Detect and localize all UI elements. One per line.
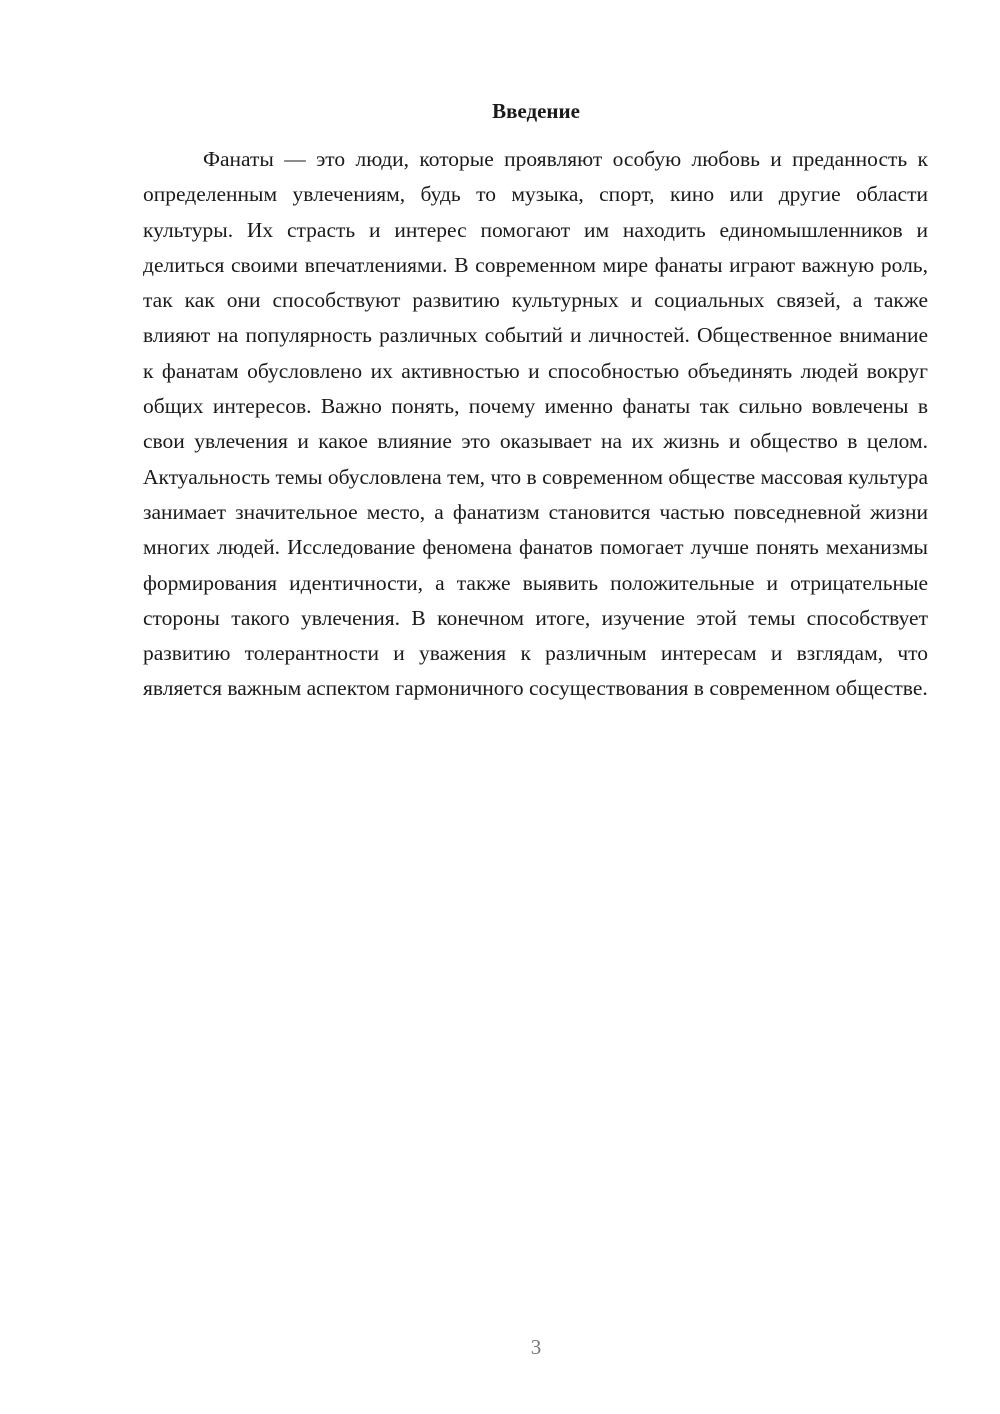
- page-number: 3: [530, 1335, 542, 1359]
- body-paragraph: Фанаты — это люди, которые проявляют особую любовь и преданность к определенным увлечениям, будь то музыка, спорт, кино или другие области культуры. Их страсть и интерес помогают им находить единомышленников и делиться своими впечатлениями. В современном мире фанаты играют важную роль, так как они способствуют развитию культурных и социальных связей, а также влияют на популярность различных событий и личностей. Общественное внимание к фанатам обусловлено их активностью и способностью объединять людей вокруг общих интересов. Важно понять, почему именно фанаты так сильно вовлечены в свои увлечения и какое влияние это оказывает на их жизнь и общество в целом. Актуальность темы обусловлена тем, что в современном обществе массовая культура занимает значительное место, а фанатизм становится частью повседневной жизни многих людей. Исследование феномена фанатов помогает лучше понять механизмы формирования идентичности, а также выявить положительные и отрицательные стороны такого увлечения. В конечном итоге, изучение этой темы способствует развитию толерантности и уважения к различным интересам и взглядам, что является важным аспектом гармоничного сосуществования в современном обществе.: [143, 147, 928, 701]
- section-title: Введение: [492, 99, 580, 123]
